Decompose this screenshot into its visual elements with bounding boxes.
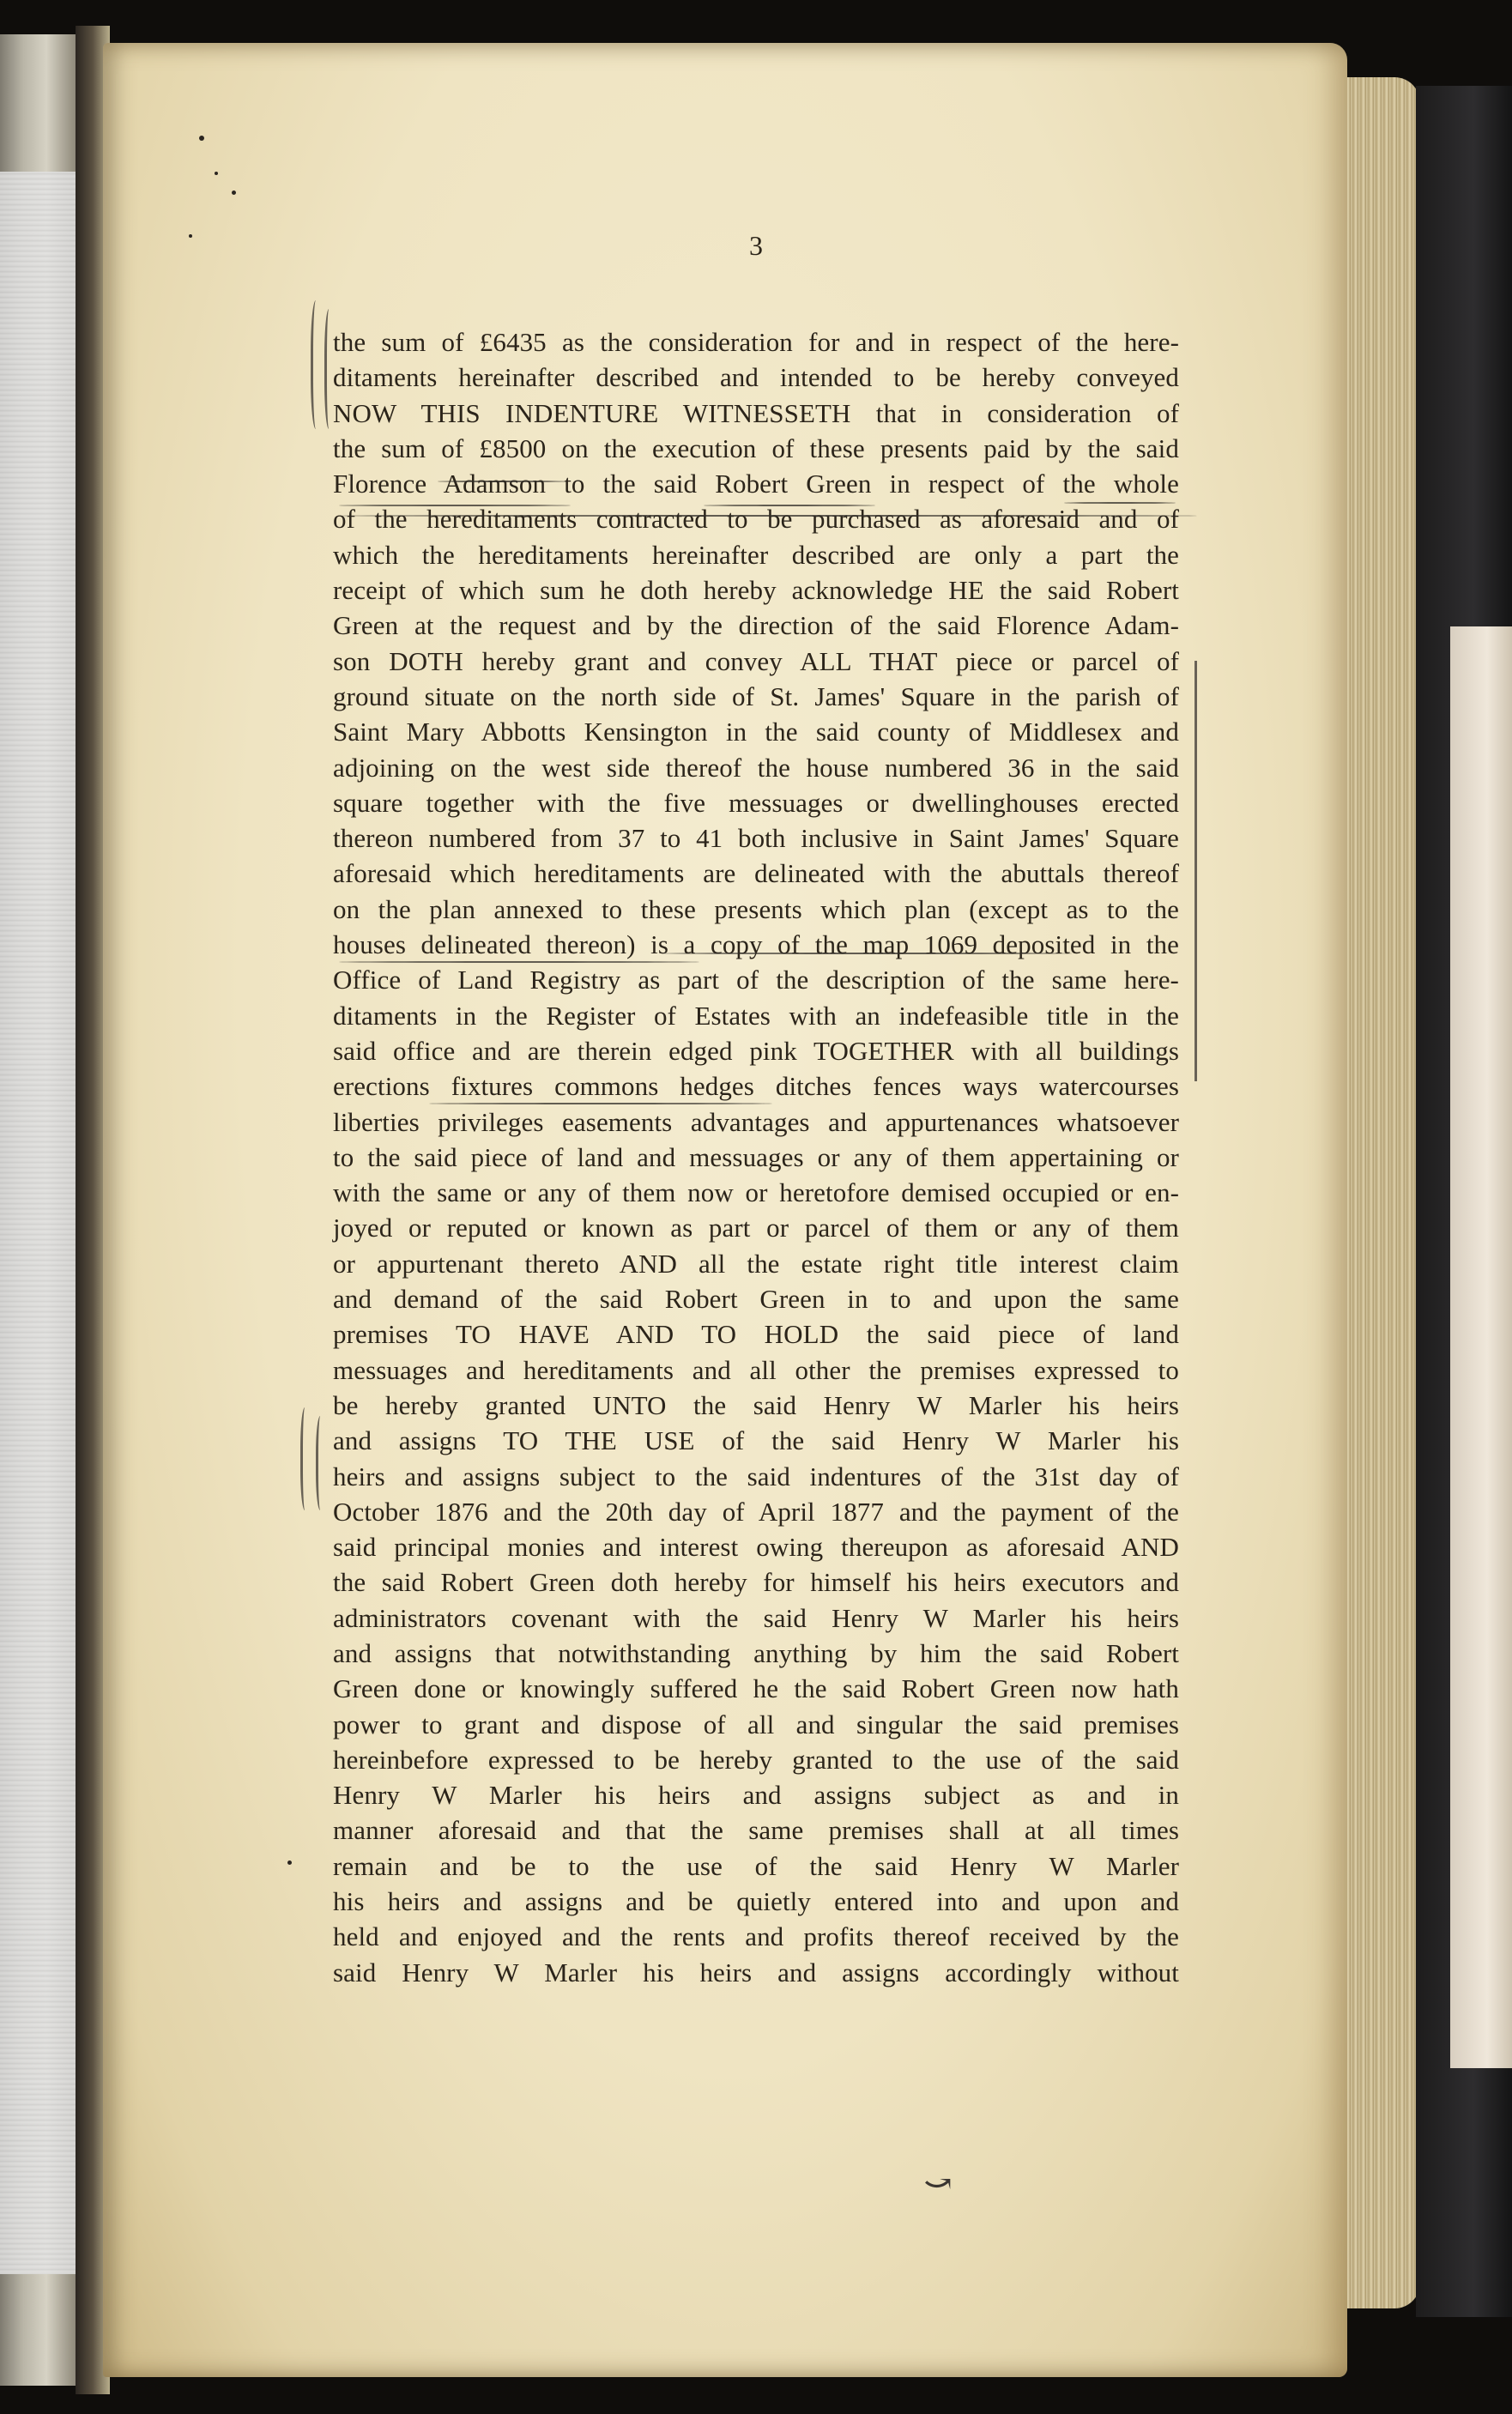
text-line: with the same or any of them now or heretofore demised occupied or en-	[333, 1177, 1179, 1208]
text-line: said principal monies and interest owing thereupon as aforesaid AND	[333, 1532, 1179, 1563]
body-text	[333, 324, 1179, 1990]
text-line: Henry W Marler his heirs and assigns subject as and in	[333, 1780, 1179, 1811]
text-line: ground situate on the north side of St. James' Square in the parish of	[333, 681, 1179, 711]
text-line: manner aforesaid and that the same premises shall at all times	[333, 1815, 1179, 1846]
text-line: joyed or reputed or known as part or parcel of them or any of them	[333, 1213, 1179, 1243]
text-line: the said Robert Green doth hereby for himself his heirs executors and	[333, 1567, 1179, 1598]
text-line: said office and are therein edged pink TOGETHER with all buildings	[333, 1035, 1179, 1066]
text-line: held and enjoyed and the rents and profits thereof received by the	[333, 1921, 1179, 1952]
text-line: of the hereditaments contracted to be purchased as aforesaid and of	[333, 504, 1179, 535]
pencil-underline	[704, 505, 875, 506]
text-line: Green done or knowingly suffered he the said Robert Green now hath	[333, 1673, 1179, 1704]
ink-speck	[287, 1860, 292, 1865]
ink-speck	[199, 136, 204, 141]
text-line: square together with the five messuages or dwellinghouses erected	[333, 787, 1179, 818]
page-number: 3	[749, 230, 763, 261]
pencil-bracket-lower-inner	[316, 1416, 327, 1510]
ink-speck	[232, 191, 236, 195]
text-line: power to grant and dispose of all and singular the said premises	[333, 1709, 1179, 1739]
text-line: be hereby granted UNTO the said Henry W Marler his heirs	[333, 1389, 1179, 1420]
pencil-bracket-top	[311, 300, 324, 429]
text-line: to the said piece of land and messuages or any of them appertaining or	[333, 1141, 1179, 1172]
pencil-underline	[438, 481, 566, 482]
text-line: premises TO HAVE AND TO HOLD the said piece of land	[333, 1319, 1179, 1350]
pencil-underline	[339, 961, 699, 963]
ink-speck	[189, 234, 192, 238]
text-line: his heirs and assigns and be quietly entered into and upon and	[333, 1886, 1179, 1917]
text-line: the sum of £8500 on the execution of these presents paid by the said	[333, 433, 1179, 463]
text-line: erections fixtures commons hedges ditches fences ways watercourses	[333, 1071, 1179, 1102]
text-line: liberties privileges easements advantages and appurtenances whatsoever	[333, 1106, 1179, 1137]
text-line: messuages and hereditaments and all other the premises expressed to	[333, 1354, 1179, 1385]
text-line: Green at the request and by the direction of the said Florence Adam-	[333, 610, 1179, 641]
pencil-margin-line-right	[1194, 661, 1201, 1081]
pencil-bracket-top-inner	[324, 309, 336, 429]
text-line: ditaments in the Register of Estates with an indefeasible title in the	[333, 1000, 1179, 1031]
pencil-bracket-lower	[300, 1407, 311, 1510]
text-line: which the hereditaments hereinafter described are only a part the	[333, 539, 1179, 570]
text-line: remain and be to the use of the said Henry W Marler	[333, 1850, 1179, 1881]
ink-speck	[215, 172, 218, 175]
text-line: Saint Mary Abbotts Kensington in the said county of Middlesex and	[333, 717, 1179, 747]
pencil-underline	[429, 1103, 772, 1104]
pencil-mark: ⤻	[923, 2163, 953, 2202]
text-line: and assigns TO THE USE of the said Henry W Marler his	[333, 1425, 1179, 1456]
pencil-underline	[339, 505, 571, 506]
text-line: and assigns that notwithstanding anything by him the said Robert	[333, 1637, 1179, 1668]
paper-tab	[1450, 626, 1512, 2068]
text-line: or appurtenant thereto AND all the estate right title interest claim	[333, 1248, 1179, 1279]
pencil-underline	[339, 515, 1197, 517]
text-line: said Henry W Marler his heirs and assigns accordingly without	[333, 1957, 1179, 1987]
text-line: NOW THIS INDENTURE WITNESSETH that in consideration of	[333, 397, 1179, 428]
text-line: and demand of the said Robert Green in to and upon the same	[333, 1284, 1179, 1315]
text-line: Florence Adamson to the said Robert Green in respect of the whole	[333, 469, 1179, 499]
text-line: hereinbefore expressed to be hereby granted to the use of the said	[333, 1744, 1179, 1775]
text-line: adjoining on the west side thereof the house numbered 36 in the said	[333, 752, 1179, 783]
page-edges	[1343, 77, 1420, 2308]
text-line: Office of Land Registry as part of the description of the same here-	[333, 965, 1179, 995]
pencil-underline	[661, 953, 1073, 954]
text-line: houses delineated thereon) is a copy of the map 1069 deposited in the	[333, 929, 1179, 960]
left-page-paper-strip	[0, 172, 82, 2274]
text-line: heirs and assigns subject to the said indentures of the 31st day of	[333, 1461, 1179, 1491]
text-line: on the plan annexed to these presents which plan (except as to the	[333, 893, 1179, 924]
text-line: administrators covenant with the said Henry W Marler his heirs	[333, 1602, 1179, 1633]
text-line: October 1876 and the 20th day of April 1877 and the payment of the	[333, 1496, 1179, 1527]
text-line: thereon numbered from 37 to 41 both inclusive in Saint James' Square	[333, 823, 1179, 854]
text-line: son DOTH hereby grant and convey ALL THAT piece or parcel of	[333, 645, 1179, 676]
text-line: the sum of £6435 as the consideration for and in respect of the here-	[333, 327, 1179, 357]
text-line: aforesaid which hereditaments are delineated with the abuttals thereof	[333, 858, 1179, 889]
pencil-underline	[1064, 502, 1176, 504]
text-line: receipt of which sum he doth hereby acknowledge HE the said Robert	[333, 575, 1179, 606]
text-line: ditaments hereinafter described and intended to be hereby conveyed	[333, 362, 1179, 393]
